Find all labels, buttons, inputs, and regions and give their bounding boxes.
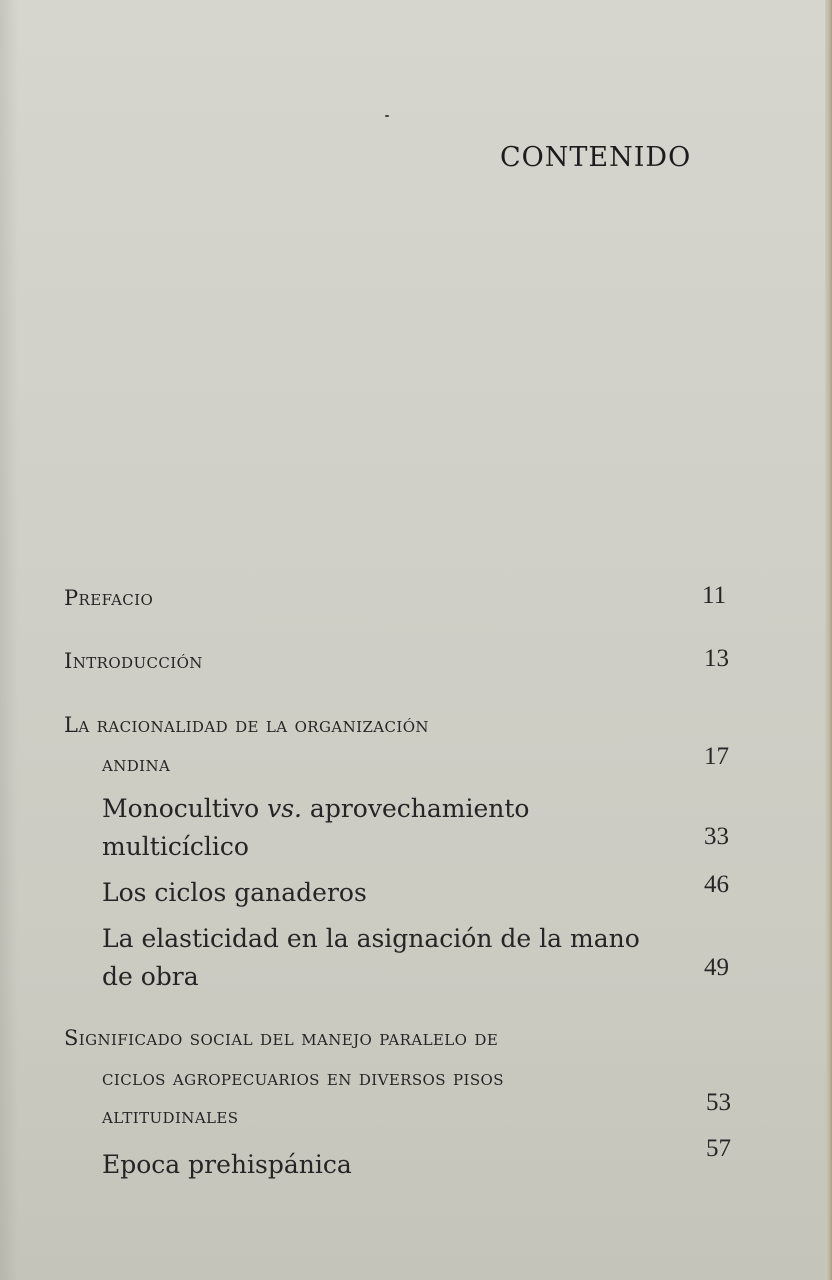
toc-entry-significado-cont xyxy=(102,1068,504,1089)
toc-entry-title-line3: altitudinales xyxy=(102,1104,239,1128)
toc-subentry-elasticidad-cont xyxy=(102,964,199,989)
toc-entry-title-part: Monocultivo xyxy=(102,794,268,823)
toc-page-number: 11 xyxy=(702,582,727,609)
toc-entry-significado xyxy=(64,1028,498,1049)
ink-speck xyxy=(385,115,389,117)
toc-entry-title-line1: Significado social del manejo paralelo de xyxy=(64,1026,499,1050)
toc-page-number: 33 xyxy=(704,823,729,850)
toc-subentry-epoca-prehispanica xyxy=(102,1152,352,1177)
page-shadow xyxy=(0,0,18,1280)
toc-entry-title-line2: multicíclico xyxy=(102,832,249,861)
toc-entry-significado-cont xyxy=(102,1106,238,1127)
toc-subentry-monocultivo xyxy=(102,796,529,821)
toc-page-number: 13 xyxy=(704,645,729,672)
page-edge xyxy=(825,0,832,1280)
toc-subentry-monocultivo-cont xyxy=(102,834,249,859)
toc-page-number: 17 xyxy=(704,743,729,770)
toc-entry-title-line2: andina xyxy=(102,752,171,776)
toc-entry-title: Introducción xyxy=(64,649,203,673)
toc-entry-title-line1: La elasticidad en la asignación de la mano xyxy=(102,924,640,953)
toc-entry-title-line1: La racionalidad de la organización xyxy=(64,713,429,737)
toc-entry-prefacio xyxy=(64,588,153,609)
page-title: CONTENIDO xyxy=(500,142,692,173)
toc-entry-title-line2: ciclos agropecuarios en diversos pisos xyxy=(102,1066,504,1090)
toc-page-number: 57 xyxy=(706,1135,731,1162)
toc-entry-title-italic: vs. xyxy=(267,794,302,823)
toc-subentry-ciclos-ganaderos xyxy=(102,880,367,905)
toc-page-number: 46 xyxy=(704,871,729,898)
toc-subentry-elasticidad xyxy=(102,926,640,951)
toc-entry-title-line2: de obra xyxy=(102,962,199,991)
toc-entry-introduccion xyxy=(64,651,203,672)
toc-entry-title: Prefacio xyxy=(64,586,154,610)
toc-entry-racionalidad-cont xyxy=(102,754,170,775)
toc-entry-racionalidad xyxy=(64,715,429,736)
toc-entry-title: Epoca prehispánica xyxy=(102,1150,352,1179)
toc-page-number: 53 xyxy=(706,1089,731,1116)
toc-page-number: 49 xyxy=(704,954,729,981)
toc-entry-title-part: aprovechamiento xyxy=(301,794,530,823)
toc-entry-title: Los ciclos ganaderos xyxy=(102,878,367,907)
